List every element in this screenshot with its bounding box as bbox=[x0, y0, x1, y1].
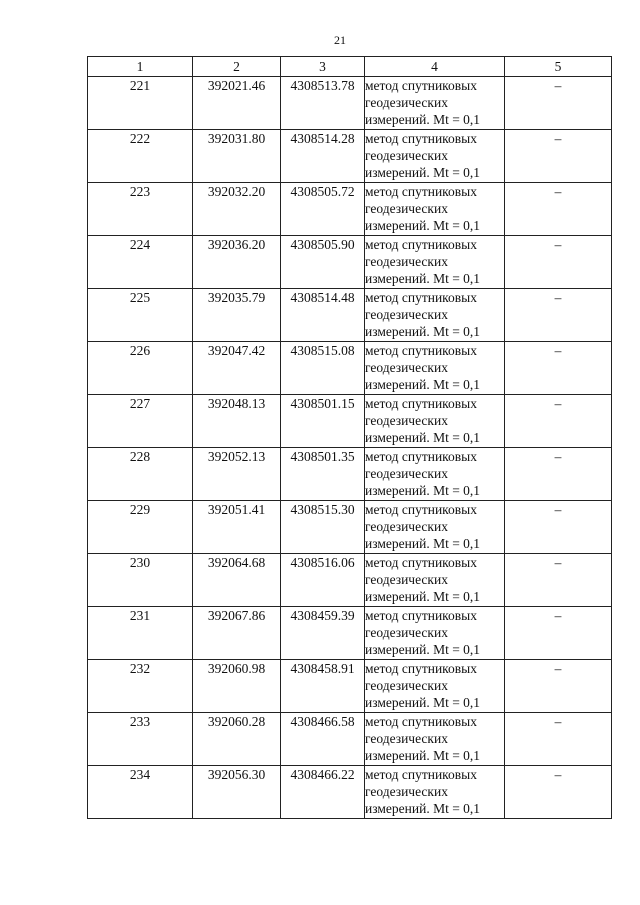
method-cell: метод спутниковых геодезических измерений. Mt = 0,1 bbox=[365, 289, 505, 342]
method-cell: метод спутниковых геодезических измерений. Mt = 0,1 bbox=[365, 77, 505, 130]
method-cell: метод спутниковых геодезических измерений. Mt = 0,1 bbox=[365, 713, 505, 766]
header-col-2: 2 bbox=[193, 57, 281, 77]
point-number-cell: 223 bbox=[88, 183, 193, 236]
point-number-cell: 225 bbox=[88, 289, 193, 342]
y-coordinate-cell: 4308514.48 bbox=[281, 289, 365, 342]
point-number-cell: 234 bbox=[88, 766, 193, 819]
table-row bbox=[88, 766, 612, 819]
method-cell: метод спутниковых геодезических измерений. Mt = 0,1 bbox=[365, 130, 505, 183]
point-number-cell: 231 bbox=[88, 607, 193, 660]
point-number-cell: 227 bbox=[88, 395, 193, 448]
method-cell: метод спутниковых геодезических измерений. Mt = 0,1 bbox=[365, 448, 505, 501]
y-coordinate-cell: 4308516.06 bbox=[281, 554, 365, 607]
method-cell: метод спутниковых геодезических измерений. Mt = 0,1 bbox=[365, 236, 505, 289]
header-col-1: 1 bbox=[88, 57, 193, 77]
note-cell: – bbox=[505, 130, 612, 183]
y-coordinate-cell: 4308501.15 bbox=[281, 395, 365, 448]
x-coordinate-cell: 392051.41 bbox=[193, 501, 281, 554]
note-cell: – bbox=[505, 554, 612, 607]
x-coordinate-cell: 392035.79 bbox=[193, 289, 281, 342]
table-row bbox=[88, 501, 612, 554]
point-number-cell: 228 bbox=[88, 448, 193, 501]
table-row bbox=[88, 395, 612, 448]
x-coordinate-cell: 392056.30 bbox=[193, 766, 281, 819]
note-cell: – bbox=[505, 77, 612, 130]
method-cell: метод спутниковых геодезических измерений. Mt = 0,1 bbox=[365, 395, 505, 448]
note-cell: – bbox=[505, 713, 612, 766]
note-cell: – bbox=[505, 183, 612, 236]
point-number-cell: 230 bbox=[88, 554, 193, 607]
x-coordinate-cell: 392021.46 bbox=[193, 77, 281, 130]
x-coordinate-cell: 392064.68 bbox=[193, 554, 281, 607]
note-cell: – bbox=[505, 501, 612, 554]
y-coordinate-cell: 4308515.30 bbox=[281, 501, 365, 554]
method-cell: метод спутниковых геодезических измерений. Mt = 0,1 bbox=[365, 766, 505, 819]
point-number-cell: 232 bbox=[88, 660, 193, 713]
table-row bbox=[88, 183, 612, 236]
table-row bbox=[88, 342, 612, 395]
x-coordinate-cell: 392047.42 bbox=[193, 342, 281, 395]
table-row bbox=[88, 448, 612, 501]
y-coordinate-cell: 4308515.08 bbox=[281, 342, 365, 395]
table-row bbox=[88, 289, 612, 342]
table-row bbox=[88, 236, 612, 289]
note-cell: – bbox=[505, 236, 612, 289]
table-row bbox=[88, 554, 612, 607]
note-cell: – bbox=[505, 607, 612, 660]
y-coordinate-cell: 4308513.78 bbox=[281, 77, 365, 130]
header-col-4: 4 bbox=[365, 57, 505, 77]
point-number-cell: 222 bbox=[88, 130, 193, 183]
header-col-5: 5 bbox=[505, 57, 612, 77]
y-coordinate-cell: 4308466.58 bbox=[281, 713, 365, 766]
point-number-cell: 226 bbox=[88, 342, 193, 395]
y-coordinate-cell: 4308458.91 bbox=[281, 660, 365, 713]
y-coordinate-cell: 4308501.35 bbox=[281, 448, 365, 501]
x-coordinate-cell: 392060.28 bbox=[193, 713, 281, 766]
x-coordinate-cell: 392052.13 bbox=[193, 448, 281, 501]
point-number-cell: 233 bbox=[88, 713, 193, 766]
y-coordinate-cell: 4308505.90 bbox=[281, 236, 365, 289]
method-cell: метод спутниковых геодезических измерений. Mt = 0,1 bbox=[365, 183, 505, 236]
x-coordinate-cell: 392031.80 bbox=[193, 130, 281, 183]
y-coordinate-cell: 4308459.39 bbox=[281, 607, 365, 660]
header-col-3: 3 bbox=[281, 57, 365, 77]
point-number-cell: 229 bbox=[88, 501, 193, 554]
note-cell: – bbox=[505, 342, 612, 395]
table-row bbox=[88, 130, 612, 183]
method-cell: метод спутниковых геодезических измерений. Mt = 0,1 bbox=[365, 607, 505, 660]
note-cell: – bbox=[505, 395, 612, 448]
page-number: 21 bbox=[334, 33, 346, 47]
x-coordinate-cell: 392032.20 bbox=[193, 183, 281, 236]
table-header-row bbox=[88, 57, 612, 77]
method-cell: метод спутниковых геодезических измерений. Mt = 0,1 bbox=[365, 342, 505, 395]
table-row bbox=[88, 660, 612, 713]
coordinates-table bbox=[87, 56, 612, 819]
table-row bbox=[88, 607, 612, 660]
table-row bbox=[88, 77, 612, 130]
note-cell: – bbox=[505, 766, 612, 819]
y-coordinate-cell: 4308505.72 bbox=[281, 183, 365, 236]
method-cell: метод спутниковых геодезических измерений. Mt = 0,1 bbox=[365, 501, 505, 554]
note-cell: – bbox=[505, 448, 612, 501]
note-cell: – bbox=[505, 289, 612, 342]
y-coordinate-cell: 4308514.28 bbox=[281, 130, 365, 183]
note-cell: – bbox=[505, 660, 612, 713]
x-coordinate-cell: 392048.13 bbox=[193, 395, 281, 448]
x-coordinate-cell: 392060.98 bbox=[193, 660, 281, 713]
method-cell: метод спутниковых геодезических измерений. Mt = 0,1 bbox=[365, 554, 505, 607]
method-cell: метод спутниковых геодезических измерений. Mt = 0,1 bbox=[365, 660, 505, 713]
point-number-cell: 221 bbox=[88, 77, 193, 130]
x-coordinate-cell: 392067.86 bbox=[193, 607, 281, 660]
x-coordinate-cell: 392036.20 bbox=[193, 236, 281, 289]
y-coordinate-cell: 4308466.22 bbox=[281, 766, 365, 819]
point-number-cell: 224 bbox=[88, 236, 193, 289]
table-row bbox=[88, 713, 612, 766]
